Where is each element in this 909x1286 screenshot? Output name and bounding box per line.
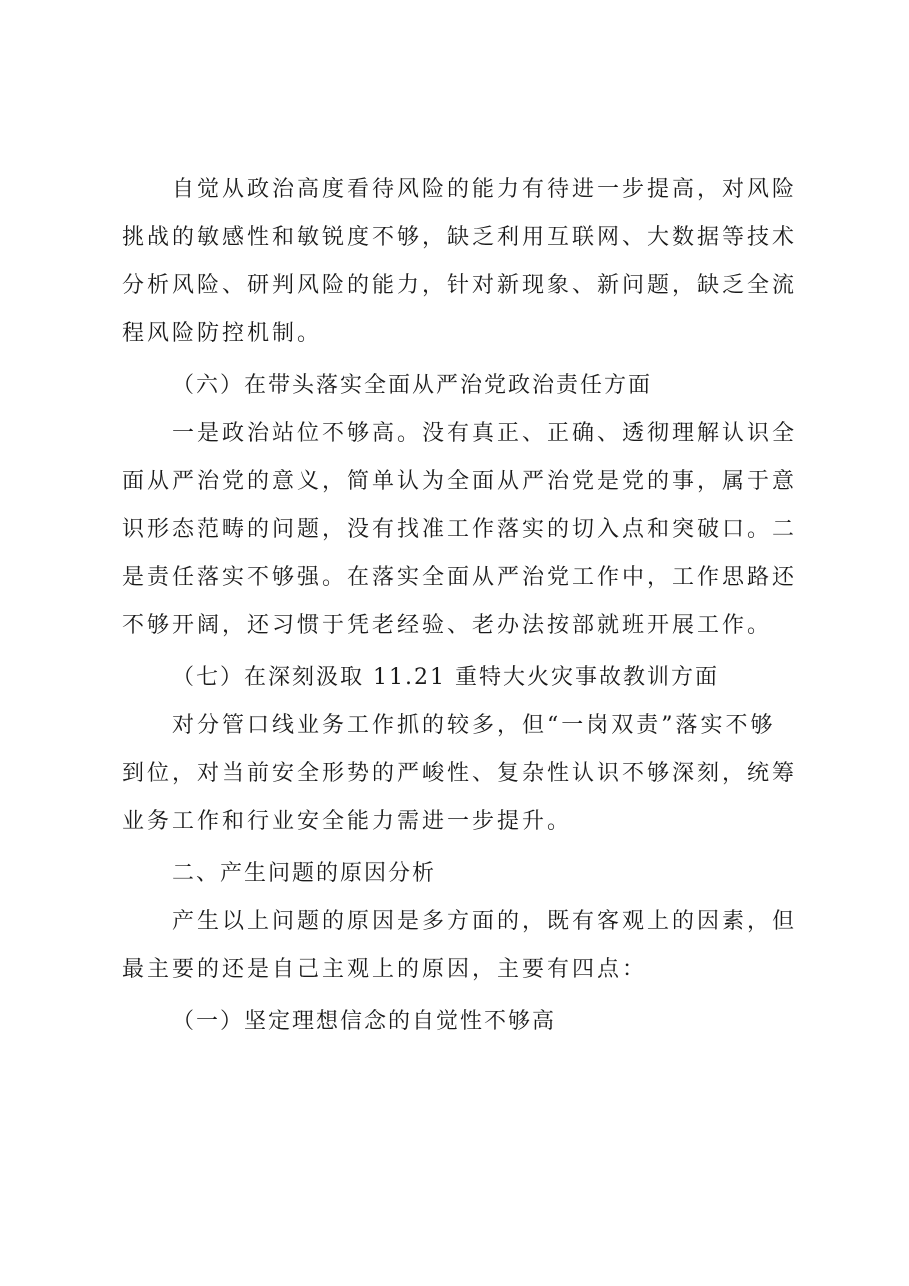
- text-line: 业务工作和行业安全能力需进一步提升。: [122, 809, 573, 834]
- heading-section-six: [122, 362, 798, 410]
- text-line: 产生以上问题的原因是多方面的，既有客观上的因素，但: [172, 909, 798, 934]
- text-line: 到位，对当前安全形势的严峻性、复杂性认识不够深刻，统筹: [122, 761, 798, 786]
- heading-section-seven: [122, 654, 798, 702]
- heading-text: （一）坚定理想信念的自觉性不够高: [172, 1009, 557, 1034]
- text-line: 自觉从政治高度看待风险的能力有待进一步提高，对风险: [172, 177, 798, 202]
- text-line: 是责任落实不够强。在落实全面从严治党工作中，工作思路还: [122, 565, 798, 590]
- text-line: 一是政治站位不够高。没有真正、正确、透彻理解认识全: [172, 421, 798, 446]
- paragraph-responsibility: [122, 410, 798, 650]
- paragraph-causes: [122, 898, 798, 994]
- text-line: 挑战的敏感性和敏锐度不够，缺乏利用互联网、大数据等技术: [122, 225, 798, 250]
- text-line: 识形态范畴的问题，没有找准工作落实的切入点和突破口。二: [122, 517, 798, 542]
- text-line: 程风险防控机制。: [122, 321, 323, 346]
- heading-causes: [122, 850, 798, 898]
- paragraph-risk: [122, 166, 798, 358]
- heading-text: （六）在带头落实全面从严治党政治责任方面: [172, 373, 653, 398]
- heading-text: （七）在深刻汲取 11.21 重特大火灾事故教训方面: [172, 665, 719, 690]
- text-line: 分析风险、研判风险的能力，针对新现象、新问题，缺乏全流: [122, 273, 798, 298]
- heading-text: 二、产生问题的原因分析: [172, 861, 437, 886]
- text-line: 面从严治党的意义，简单认为全面从严治党是党的事，属于意: [122, 469, 798, 494]
- text-line: 不够开阔，还习惯于凭老经验、老办法按部就班开展工作。: [122, 613, 773, 638]
- text-line: 最主要的还是自己主观上的原因，主要有四点：: [122, 957, 648, 982]
- text-line: 对分管口线业务工作抓的较多，但“一岗双责”落实不够: [172, 713, 776, 738]
- document-body: [122, 166, 798, 1046]
- paragraph-safety: [122, 702, 798, 846]
- heading-section-one: [122, 998, 798, 1046]
